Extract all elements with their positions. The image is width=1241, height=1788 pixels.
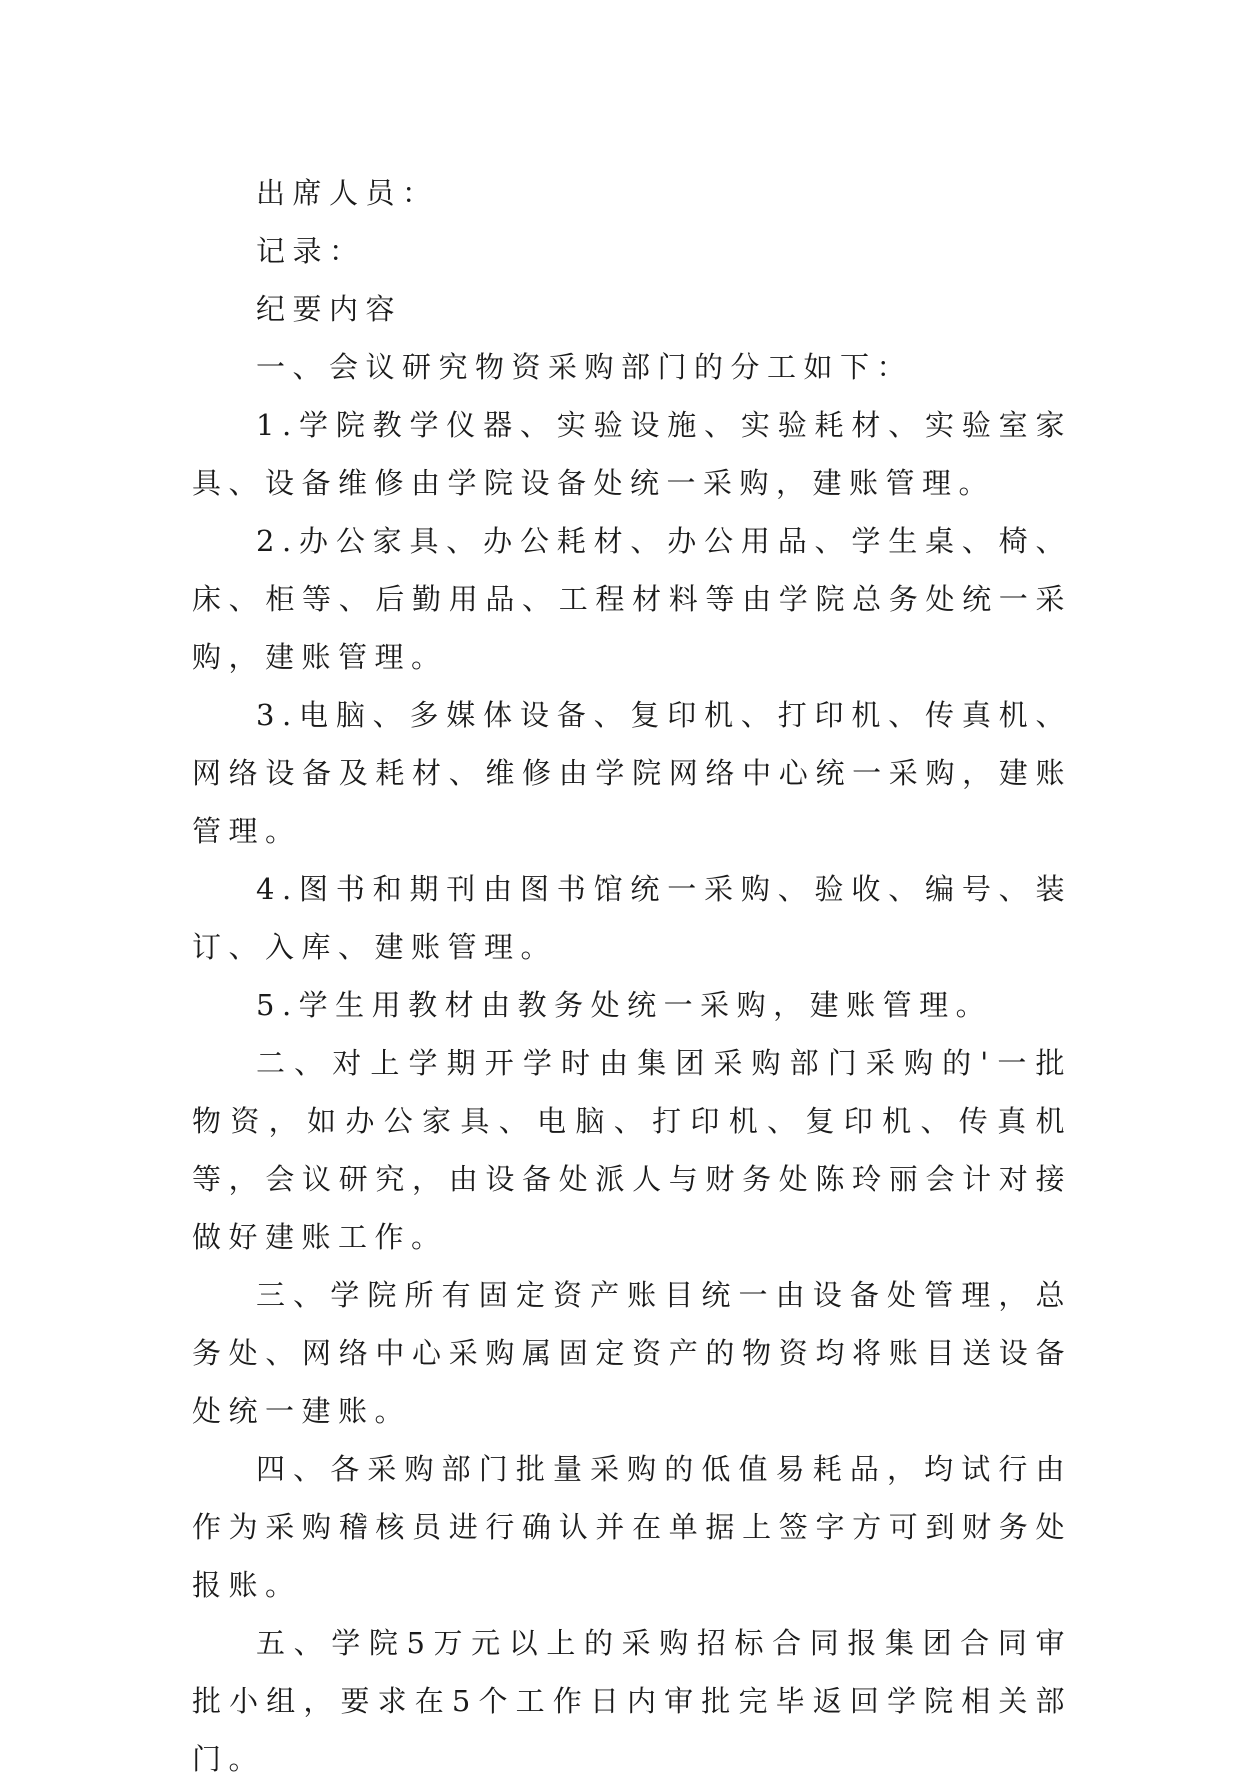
item-1: 1.学院教学仪器、实验设施、实验耗材、实验室家具、设备维修由学院设备处统一采购，建账管理。 [192, 408, 1072, 500]
section-4: 四、各采购部门批量采购的低值易耗品，均试行由作为采购稽核员进行确认并在单据上签字方可到财务处报账。 [192, 1452, 1072, 1602]
document-body [192, 164, 1072, 1788]
item-2: 2.办公家具、办公耗材、办公用品、学生桌、椅、床、柜等、后勤用品、工程材料等由学院总务处统一采购，建账管理。 [192, 524, 1072, 674]
section-3: 三、学院所有固定资产账目统一由设备处管理，总务处、网络中心采购属固定资产的物资均将账目送设备处统一建账。 [192, 1278, 1072, 1428]
section-5: 五、学院5万元以上的采购招标合同报集团合同审批小组，要求在5个工作日内审批完毕返回学院相关部门。 [192, 1626, 1072, 1776]
item-5: 5.学生用教材由教务处统一采购，建账管理。 [256, 988, 993, 1022]
recorder-line: 记录： [256, 234, 366, 268]
attendees-line: 出席人员： [256, 176, 439, 210]
section-1-heading: 一、会议研究物资采购部门的分工如下： [256, 350, 914, 384]
section-2: 二、对上学期开学时由集团采购部门采购的'一批物资，如办公家具、电脑、打印机、复印机、传真机等，会议研究，由设备处派人与财务处陈玲丽会计对接做好建账工作。 [192, 1046, 1072, 1254]
item-3: 3.电脑、多媒体设备、复印机、打印机、传真机、网络设备及耗材、维修由学院网络中心统一采购，建账管理。 [192, 698, 1072, 848]
minutes-heading: 纪要内容 [256, 292, 403, 326]
item-4: 4.图书和期刊由图书馆统一采购、验收、编号、装订、入库、建账管理。 [192, 872, 1072, 964]
